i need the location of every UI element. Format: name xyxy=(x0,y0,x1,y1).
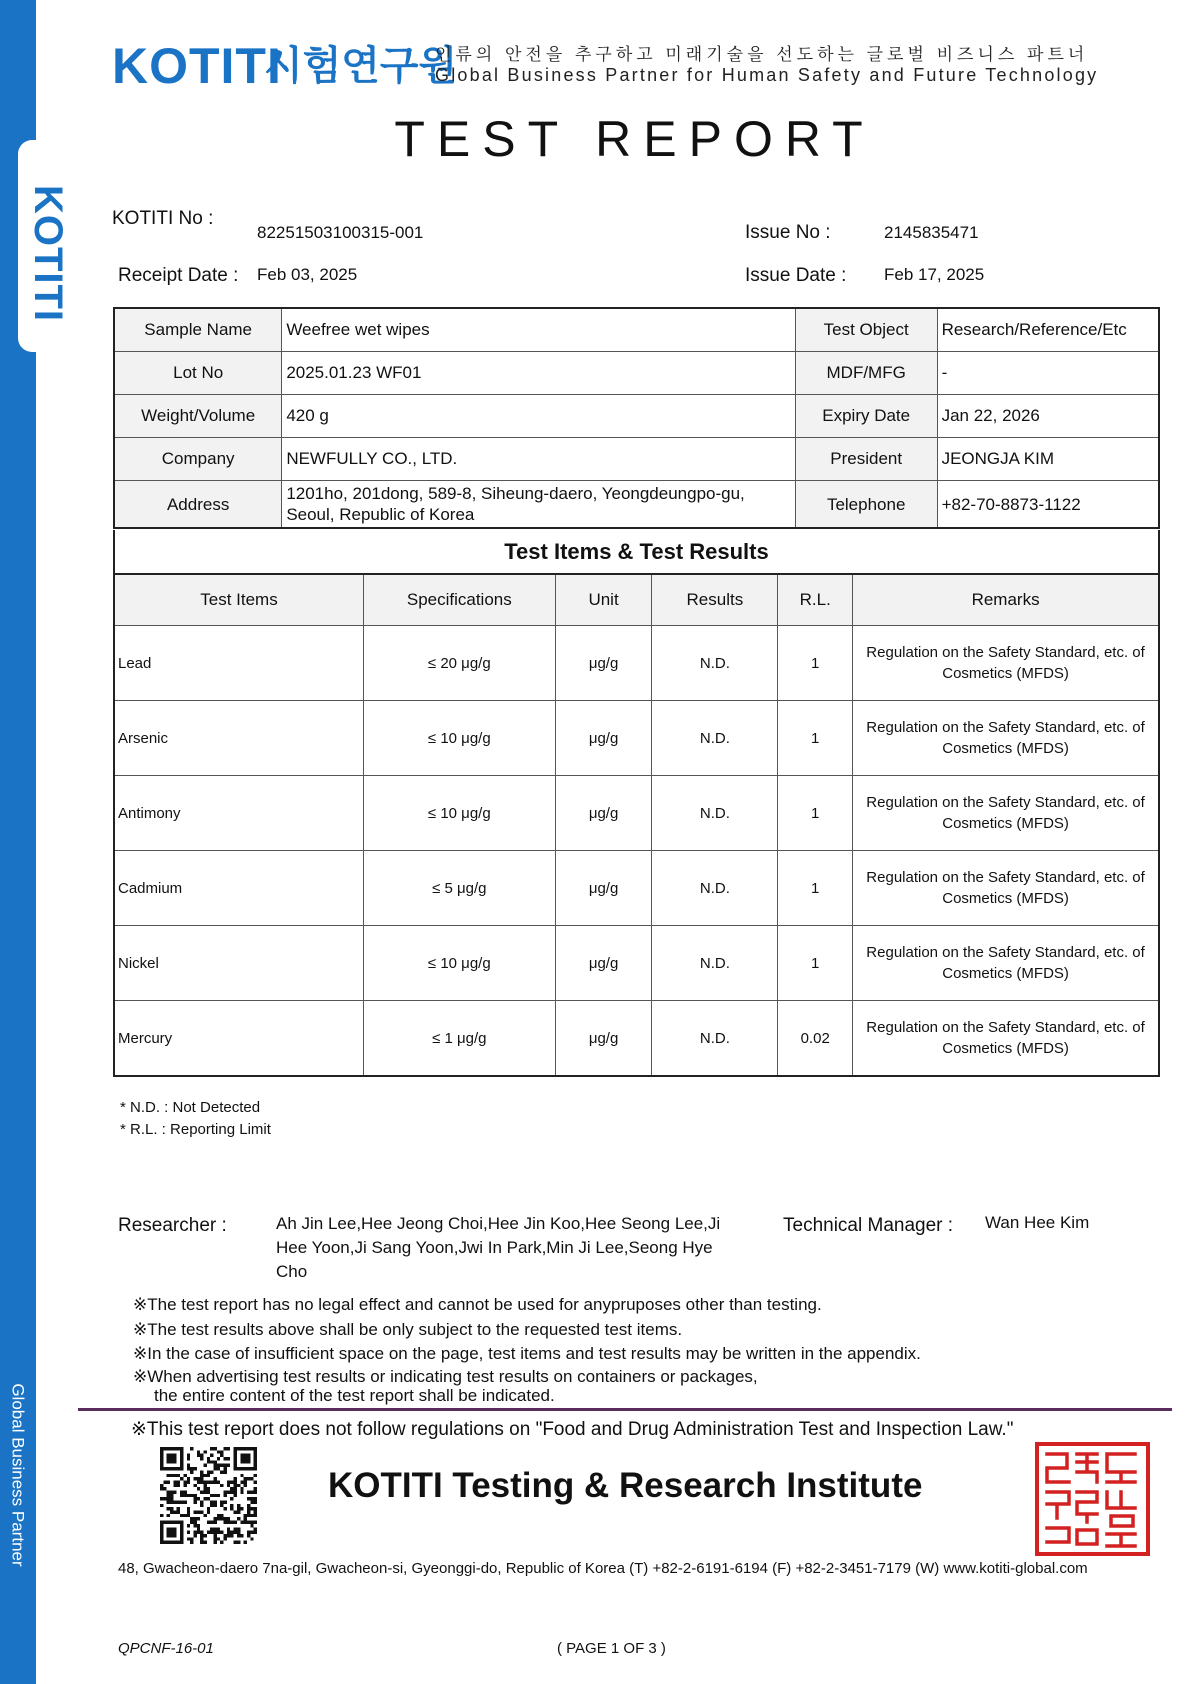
table-row xyxy=(114,776,1159,851)
specification: ≤ 5 μg/g xyxy=(363,851,555,926)
test-item: Nickel xyxy=(114,926,363,1001)
info-row xyxy=(114,352,1159,395)
results-table xyxy=(113,573,1160,1077)
unit: μg/g xyxy=(555,776,652,851)
official-seal-icon xyxy=(1035,1442,1150,1556)
researcher-names xyxy=(276,1212,756,1284)
receipt-date-label: Receipt Date : xyxy=(118,265,239,286)
remark xyxy=(853,926,1159,1001)
final-disclaimer: ※This test report does not follow regulations on "Food and Drug Administration Test and Inspection Law." xyxy=(131,1419,1014,1440)
researcher-line-2: Hee Yoon,Ji Sang Yoon,Jwi In Park,Min Ji Lee,Seong Hye xyxy=(276,1238,713,1257)
remark-line-1: Regulation on the Safety Standard, etc. of xyxy=(866,1019,1145,1036)
researcher-label: Researcher : xyxy=(118,1215,227,1236)
info-row xyxy=(114,395,1159,438)
kotiti-no-value: 82251503100315-001 xyxy=(257,223,424,242)
disclaimer-2: ※The test results above shall be only subject to the requested test items. xyxy=(133,1319,683,1339)
disclaimer-1: ※The test report has no legal effect and cannot be used for anypruposes other than testing. xyxy=(133,1295,822,1314)
kotiti-no-label: KOTITI No : xyxy=(112,208,214,229)
institute-name: KOTITI Testing & Research Institute xyxy=(328,1466,923,1505)
result: N.D. xyxy=(652,776,778,851)
remark-line-2: Cosmetics (MFDS) xyxy=(942,890,1069,907)
test-item: Lead xyxy=(114,626,363,701)
side-logo xyxy=(20,178,76,328)
results-header-row xyxy=(114,574,1159,626)
receipt-date-value: Feb 03, 2025 xyxy=(257,265,358,284)
info-row xyxy=(114,438,1159,481)
mdf-label: MDF/MFG xyxy=(795,352,937,395)
remark xyxy=(853,851,1159,926)
remark-line-1: Regulation on the Safety Standard, etc. of xyxy=(866,869,1145,886)
specification: ≤ 10 μg/g xyxy=(363,926,555,1001)
issue-date-label: Issue Date : xyxy=(745,265,847,286)
form-code: QPCNF-16-01 xyxy=(118,1640,214,1657)
slogan-korean: 인류의 안전을 추구하고 미래기술을 선도하는 글로벌 비즈니스 파트너 xyxy=(435,45,1089,64)
remark xyxy=(853,701,1159,776)
technical-manager-name: Wan Hee Kim xyxy=(985,1213,1090,1232)
disclaimer-4-line-2: the entire content of the test report shall be indicated. xyxy=(154,1385,555,1405)
result: N.D. xyxy=(652,626,778,701)
remark-line-2: Cosmetics (MFDS) xyxy=(942,740,1069,757)
remark-line-2: Cosmetics (MFDS) xyxy=(942,965,1069,982)
info-row xyxy=(114,481,1159,529)
test-object-label: Test Object xyxy=(795,308,937,352)
president-value: JEONGJA KIM xyxy=(937,438,1159,481)
brand-logo: KOTITI xyxy=(112,38,282,94)
side-logo-text: KOTITI xyxy=(26,184,71,322)
reporting-limit: 1 xyxy=(778,926,853,1001)
disclaimers xyxy=(133,1293,1033,1405)
table-row xyxy=(114,701,1159,776)
weight-label: Weight/Volume xyxy=(114,395,282,438)
test-object-value: Research/Reference/Etc xyxy=(937,308,1159,352)
specification: ≤ 20 μg/g xyxy=(363,626,555,701)
disclaimer-4 xyxy=(133,1367,1033,1405)
remark-line-1: Regulation on the Safety Standard, etc. of xyxy=(866,644,1145,661)
abbreviation-notes xyxy=(120,1097,271,1141)
weight-value: 420 g xyxy=(282,395,795,438)
result: N.D. xyxy=(652,851,778,926)
table-row xyxy=(114,626,1159,701)
note-nd: * N.D. : Not Detected xyxy=(120,1099,261,1116)
address-value xyxy=(282,481,795,529)
remark-line-2: Cosmetics (MFDS) xyxy=(942,665,1069,682)
technical-manager-label: Technical Manager : xyxy=(783,1215,954,1236)
note-rl: * R.L. : Reporting Limit xyxy=(120,1121,271,1138)
brand-logo-korean: 시험연구원 xyxy=(264,44,458,88)
specification: ≤ 10 μg/g xyxy=(363,776,555,851)
institute-address: 48, Gwacheon-daero 7na-gil, Gwacheon-si, Gyeonggi-do, Republic of Korea (T) +82-2-6191-6194 (F) +82-2-3451-7179 (W) www.kotiti-global.com xyxy=(118,1560,1088,1577)
remark-line-2: Cosmetics (MFDS) xyxy=(942,1040,1069,1057)
report-header xyxy=(112,38,1112,94)
reporting-limit: 1 xyxy=(778,626,853,701)
issue-no-value: 2145835471 xyxy=(884,223,979,242)
result: N.D. xyxy=(652,701,778,776)
info-row xyxy=(114,308,1159,352)
reporting-limit: 1 xyxy=(778,701,853,776)
expiry-label: Expiry Date xyxy=(795,395,937,438)
table-row xyxy=(114,1001,1159,1077)
president-label: President xyxy=(795,438,937,481)
col-header-results: Results xyxy=(652,574,778,626)
researcher-line-1: Ah Jin Lee,Hee Jeong Choi,Hee Jin Koo,Hee Seong Lee,Ji xyxy=(276,1214,721,1233)
col-header-test-items: Test Items xyxy=(114,574,363,626)
reporting-limit: 1 xyxy=(778,776,853,851)
col-header-unit: Unit xyxy=(555,574,652,626)
telephone-label: Telephone xyxy=(795,481,937,529)
table-row xyxy=(114,926,1159,1001)
address-line-1: 1201ho, 201dong, 589-8, Siheung-daero, Yeongdeungpo-gu, xyxy=(286,484,745,503)
remark xyxy=(853,626,1159,701)
remark xyxy=(853,776,1159,851)
specification: ≤ 1 μg/g xyxy=(363,1001,555,1077)
expiry-value: Jan 22, 2026 xyxy=(937,395,1159,438)
test-item: Cadmium xyxy=(114,851,363,926)
researcher-line-3: Cho xyxy=(276,1262,308,1281)
unit: μg/g xyxy=(555,851,652,926)
company-label: Company xyxy=(114,438,282,481)
remark-line-2: Cosmetics (MFDS) xyxy=(942,815,1069,832)
issue-date-value: Feb 17, 2025 xyxy=(884,265,985,284)
table-row xyxy=(114,851,1159,926)
sample-info-table xyxy=(113,307,1160,529)
disclaimer-4-line-1: ※When advertising test results or indicating test results on containers or packages, xyxy=(133,1366,758,1386)
footer-divider xyxy=(78,1408,1172,1411)
test-item: Arsenic xyxy=(114,701,363,776)
side-tagline-text: Global Business Partner xyxy=(9,1383,29,1567)
col-header-specifications: Specifications xyxy=(363,574,555,626)
specification: ≤ 10 μg/g xyxy=(363,701,555,776)
lot-no-value: 2025.01.23 WF01 xyxy=(282,352,795,395)
test-item: Antimony xyxy=(114,776,363,851)
unit: μg/g xyxy=(555,701,652,776)
unit: μg/g xyxy=(555,626,652,701)
unit: μg/g xyxy=(555,926,652,1001)
page-number: ( PAGE 1 OF 3 ) xyxy=(557,1640,666,1657)
slogan-english: Global Business Partner for Human Safety and Future Technology xyxy=(435,65,1099,85)
result: N.D. xyxy=(652,926,778,1001)
remark-line-1: Regulation on the Safety Standard, etc. of xyxy=(866,719,1145,736)
remark-line-1: Regulation on the Safety Standard, etc. of xyxy=(866,944,1145,961)
unit: μg/g xyxy=(555,1001,652,1077)
result: N.D. xyxy=(652,1001,778,1077)
company-value: NEWFULLY CO., LTD. xyxy=(282,438,795,481)
side-tagline xyxy=(0,1370,36,1580)
address-label: Address xyxy=(114,481,282,529)
test-item: Mercury xyxy=(114,1001,363,1077)
address-line-2: Seoul, Republic of Korea xyxy=(286,505,475,524)
telephone-value: +82-70-8873-1122 xyxy=(937,481,1159,529)
col-header-rl: R.L. xyxy=(778,574,853,626)
remark-line-1: Regulation on the Safety Standard, etc. of xyxy=(866,794,1145,811)
lot-no-label: Lot No xyxy=(114,352,282,395)
report-title: TEST REPORT xyxy=(394,111,875,167)
disclaimer-3: ※In the case of insufficient space on the page, test items and test results may be written in the appendix. xyxy=(133,1344,921,1363)
col-header-remarks: Remarks xyxy=(853,574,1159,626)
reporting-limit: 1 xyxy=(778,851,853,926)
issue-no-label: Issue No : xyxy=(745,222,831,243)
sample-name-label: Sample Name xyxy=(114,308,282,352)
reporting-limit: 0.02 xyxy=(778,1001,853,1077)
remark xyxy=(853,1001,1159,1077)
mdf-value: - xyxy=(937,352,1159,395)
results-section-title: Test Items & Test Results xyxy=(113,530,1160,575)
sample-name-value: Weefree wet wipes xyxy=(282,308,795,352)
qr-code-icon xyxy=(160,1447,257,1544)
